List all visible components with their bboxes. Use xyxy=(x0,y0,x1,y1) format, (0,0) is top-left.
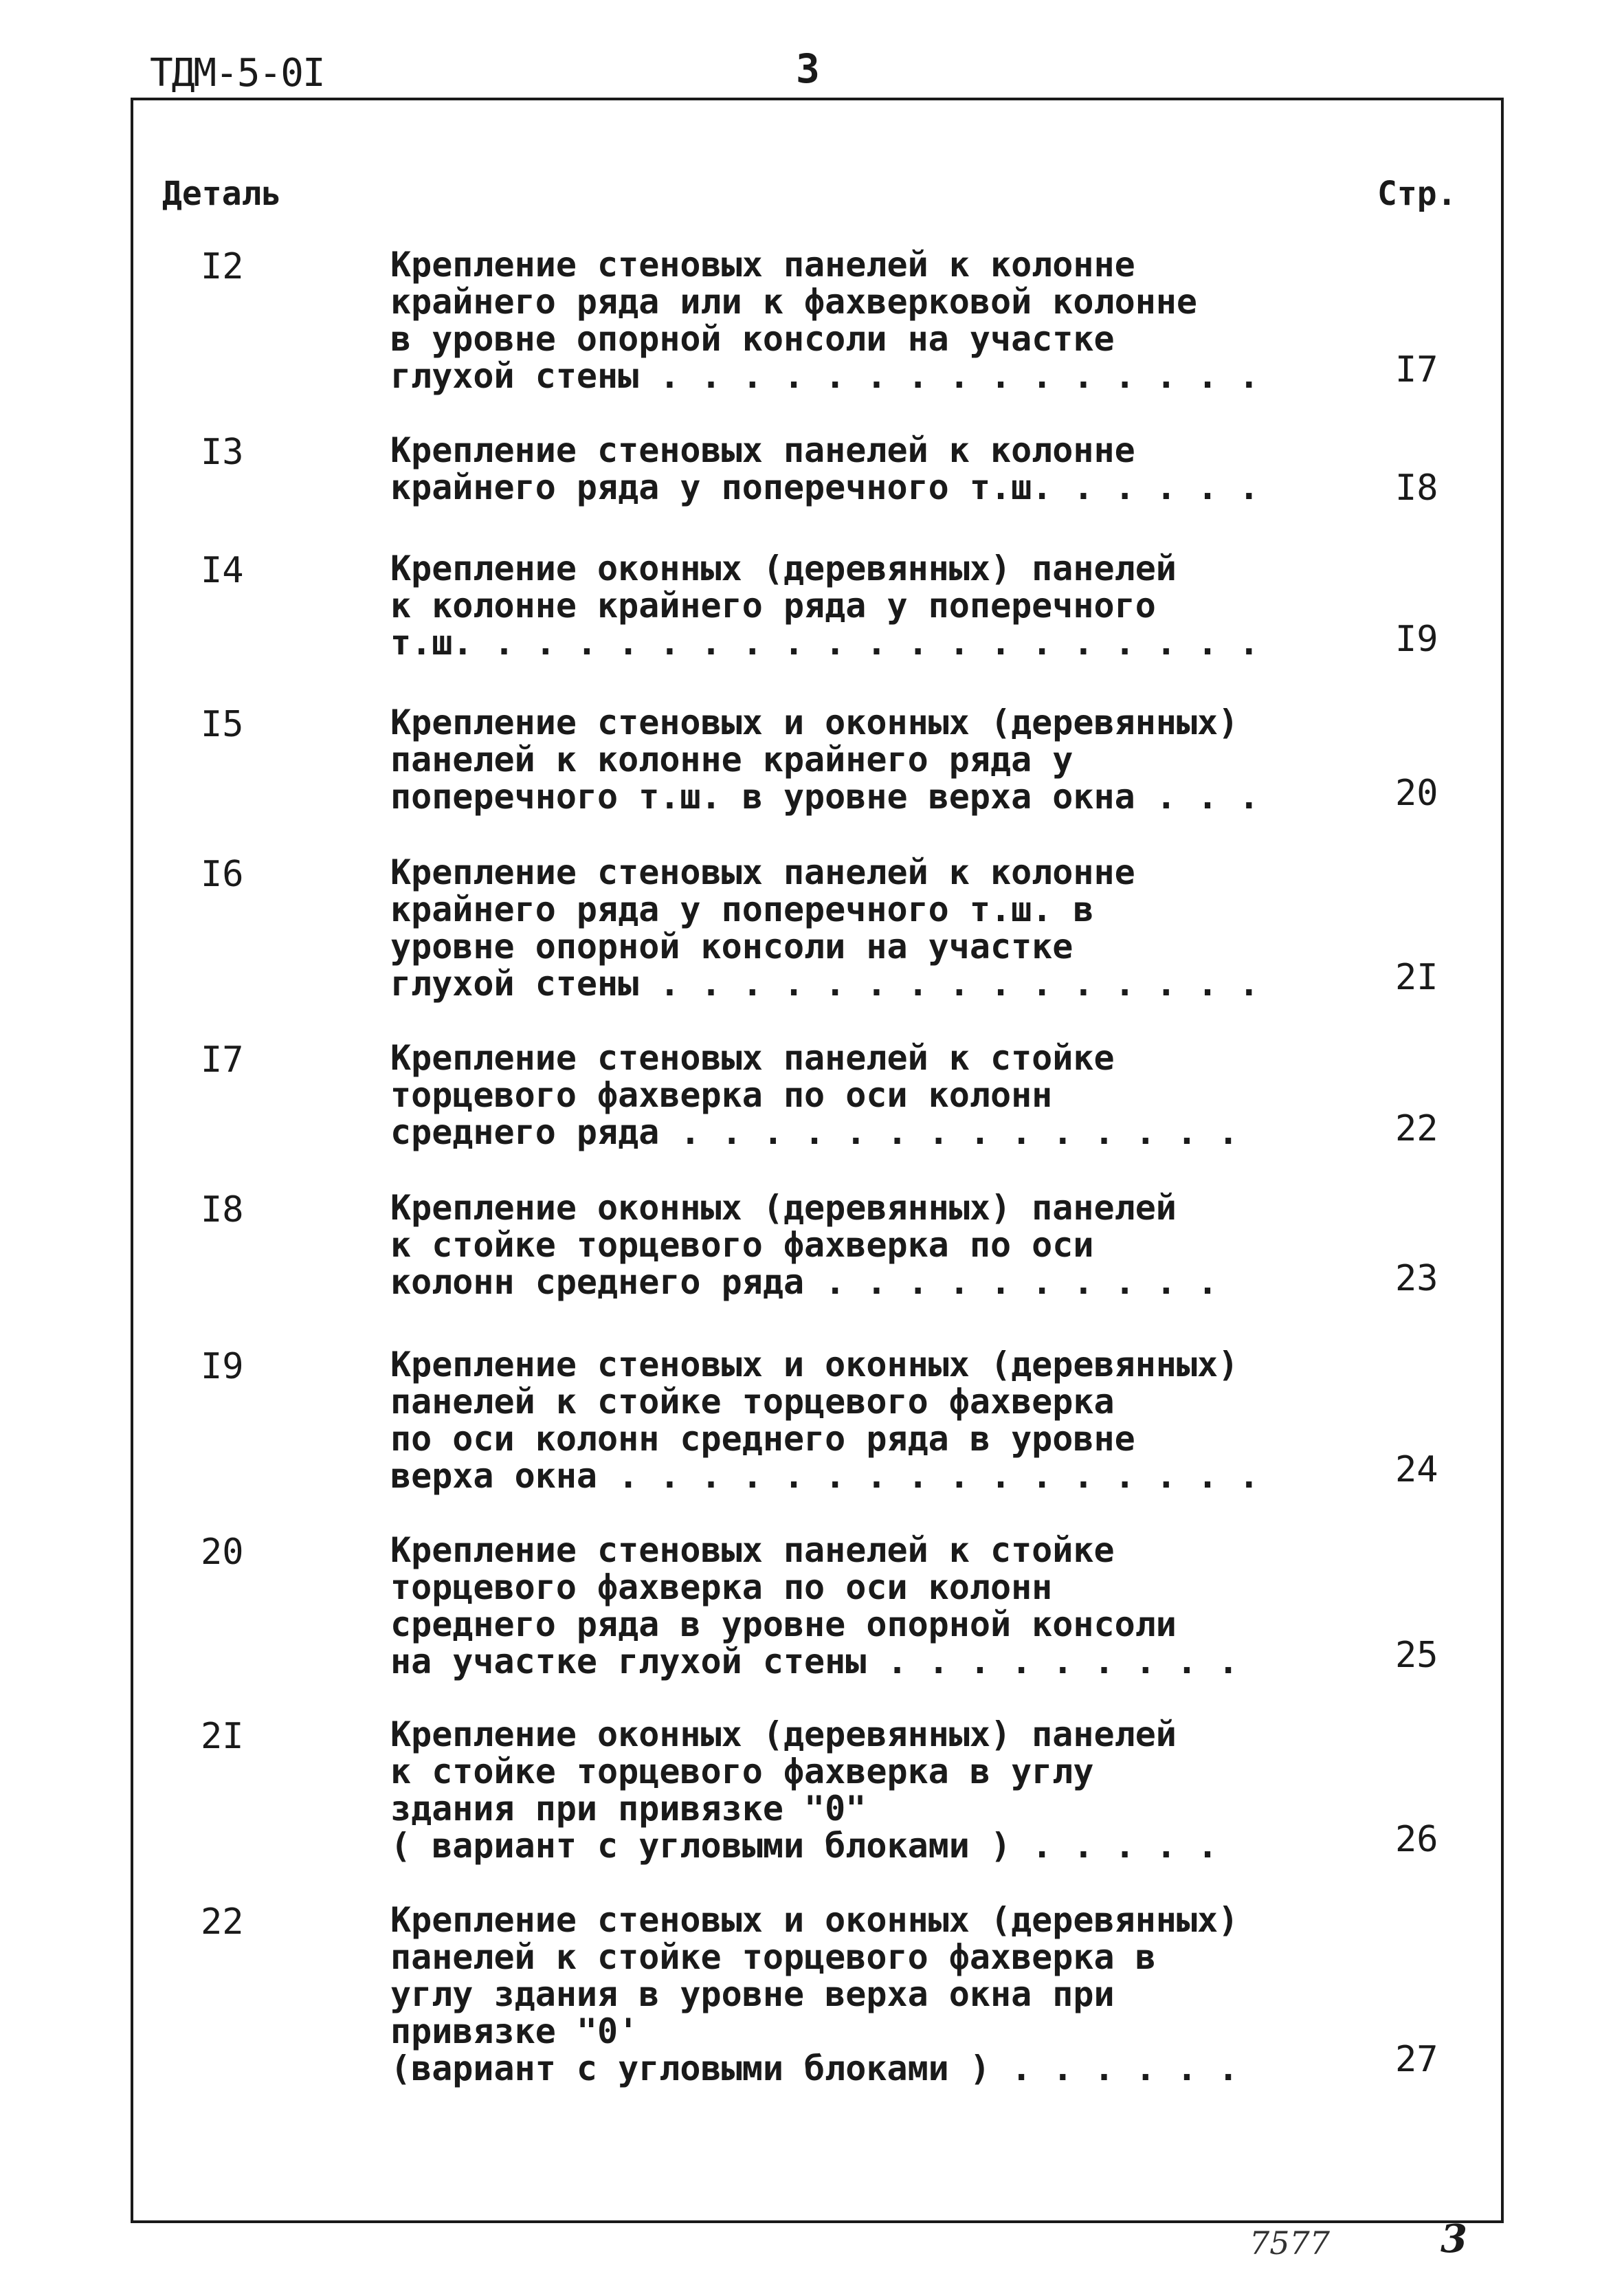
entry-page: 22 xyxy=(1395,1108,1438,1149)
entry-page: 27 xyxy=(1395,2039,1438,2080)
entry-number: 20 xyxy=(201,1532,244,1573)
column-header-page: Стр. xyxy=(1377,175,1457,213)
entry-number: I3 xyxy=(201,432,244,473)
archive-number: 7577 xyxy=(1249,2225,1331,2262)
entry-text: Крепление стеновых панелей к колонне крайнего ряда у поперечного т.ш. . . . . . xyxy=(390,430,1260,507)
entry-text: Крепление оконных (деревянных) панелей к стойке торцевого фахверка в углу здания при привязке "0" ( вариант с угловыми блоками ) . . . . . xyxy=(390,1714,1219,1866)
entry-page: I7 xyxy=(1395,349,1438,390)
entry-number: I6 xyxy=(201,854,244,895)
entry-page: 20 xyxy=(1395,773,1438,814)
entry-page: 25 xyxy=(1395,1635,1438,1676)
entry-number: I7 xyxy=(201,1039,244,1081)
entry-text: Крепление оконных (деревянных) панелей к стойке торцевого фахверка по оси колонн среднего ряда . . . . . . . . . . xyxy=(390,1188,1219,1302)
entry-text: Крепление стеновых панелей к колонне крайнего ряда или к фахверковой колонне в уровне опорной консоли на участке глухой стены . . . . . . . . . . . . . . . xyxy=(390,245,1260,396)
page-number: 3 xyxy=(796,45,820,92)
entry-number: I9 xyxy=(201,1346,244,1387)
entry-page: 2I xyxy=(1395,957,1438,998)
entry-text: Крепление стеновых и оконных (деревянных) панелей к колонне крайнего ряда у поперечного т.ш. в уровне верха окна . . . xyxy=(390,703,1260,817)
entry-text: Крепление стеновых панелей к колонне крайнего ряда у поперечного т.ш. в уровне опорной консоли на участке глухой стены . . . . . . . . . . . . . . . xyxy=(390,852,1260,1004)
entry-number: 22 xyxy=(201,1901,244,1943)
entry-page: 23 xyxy=(1395,1258,1438,1299)
entry-number: 2I xyxy=(201,1716,244,1757)
document-code: ТДМ-5-0I xyxy=(150,51,324,96)
sheet-number: 3 xyxy=(1441,2216,1467,2262)
entry-page: 24 xyxy=(1395,1449,1438,1490)
entry-page: I8 xyxy=(1395,467,1438,509)
entry-text: Крепление стеновых панелей к стойке торцевого фахверка по оси колонн среднего ряда в уровне опорной консоли на участке глухой стены . . . . . . . . . xyxy=(390,1530,1239,1681)
entry-number: I5 xyxy=(201,704,244,745)
entry-page: 26 xyxy=(1395,1819,1438,1860)
column-header-detail: Деталь xyxy=(162,175,282,213)
entry-text: Крепление оконных (деревянных) панелей к колонне крайнего ряда у поперечного т.ш. . . . . . . . . . . . . . . . . . . . xyxy=(390,549,1260,663)
entry-text: Крепление стеновых панелей к стойке торцевого фахверка по оси колонн среднего ряда . . . . . . . . . . . . . . xyxy=(390,1038,1239,1152)
entry-text: Крепление стеновых и оконных (деревянных) панелей к стойке торцевого фахверка по оси колонн среднего ряда в уровне верха окна . . . . . . . . . . . . . . . . xyxy=(390,1345,1260,1496)
entry-text: Крепление стеновых и оконных (деревянных) панелей к стойке торцевого фахверка в углу здания в уровне верха окна при привязке "0' (вариант с угловыми блоками ) . . . . . . xyxy=(390,1900,1239,2088)
entry-page: I9 xyxy=(1395,619,1438,660)
entry-number: I8 xyxy=(201,1189,244,1230)
entry-number: I2 xyxy=(201,246,244,287)
entry-number: I4 xyxy=(201,550,244,591)
